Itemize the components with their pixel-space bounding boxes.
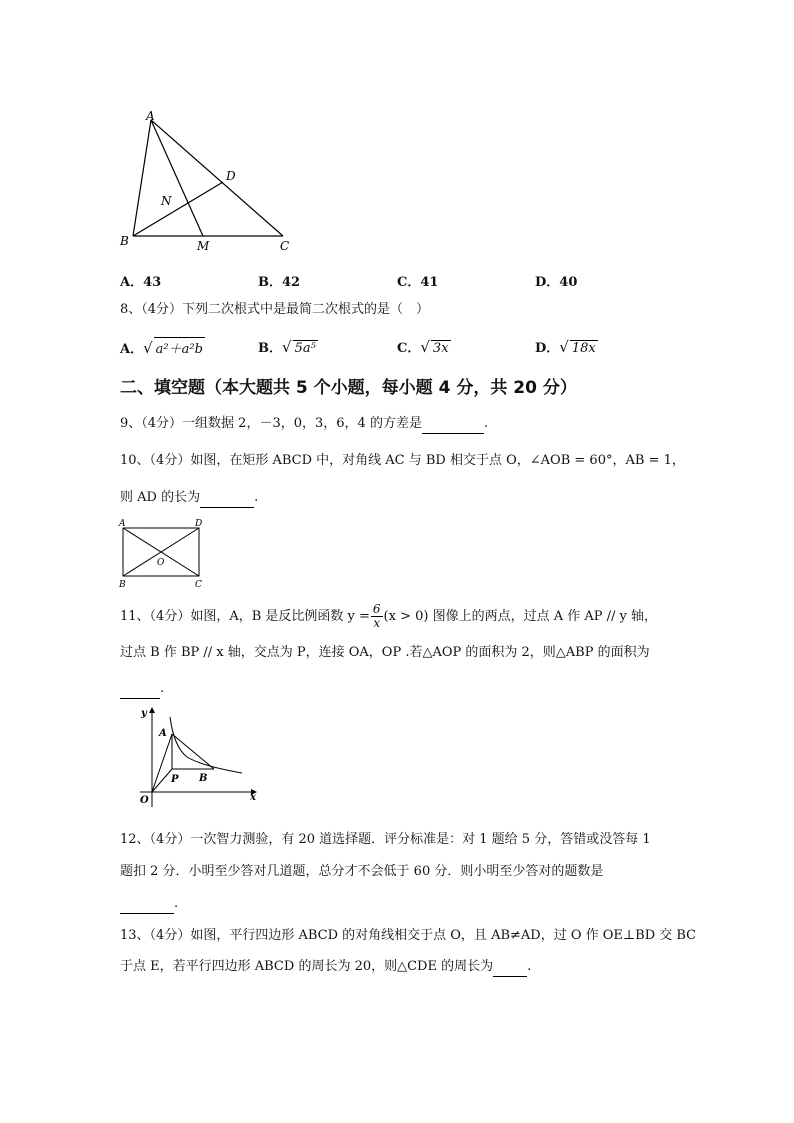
q9-prefix: 9、（4分） <box>120 416 183 431</box>
q11-fraction-denominator: x <box>373 616 381 630</box>
q9-question <box>120 414 488 434</box>
q11-line3 <box>120 679 164 699</box>
q8-option-c-radicand: 3x <box>432 341 449 356</box>
q7-label-D: D <box>226 169 236 183</box>
q11-label-O: O <box>140 795 149 806</box>
q11-answer-blank[interactable] <box>120 684 160 699</box>
q13-line2 <box>120 957 531 977</box>
q13-end: . <box>527 959 532 974</box>
q12-prefix: 12、（4分） <box>120 832 191 847</box>
q11-fraction <box>371 603 383 630</box>
q7-label-N: N <box>161 194 172 208</box>
sqrt-icon: √ <box>143 339 153 357</box>
q7-label-A: A <box>146 109 155 123</box>
q11-text-line2: 过点 B 作 BP // x 轴，交点为 P，连接 OA，OP .若△AOP 的面积为 2，则△ABP 的面积为 <box>120 645 650 660</box>
q9-text: 一组数据 2，－3，0，3，6，4 的方差是 <box>182 416 422 431</box>
q8-option-b-letter: B． <box>258 341 282 356</box>
q10-prefix: 10、（4分） <box>120 453 191 468</box>
q7-label-B: B <box>120 234 129 248</box>
q11-fraction-numerator: 6 <box>372 602 381 616</box>
q10-label-A: A <box>119 519 126 529</box>
section-heading: 二、填空题（本大题共 5 个小题，每小题 4 分，共 20 分） <box>120 378 577 398</box>
q13-prefix: 13、（4分） <box>120 928 191 943</box>
q9-end: . <box>483 416 489 431</box>
q9-answer-blank[interactable] <box>422 419 484 434</box>
q11-prefix: 11、（4分） <box>120 609 191 624</box>
q8-option-c <box>397 337 451 356</box>
q13-answer-blank[interactable] <box>493 962 527 977</box>
sqrt-icon: √ <box>282 338 292 356</box>
q7-option-d: D．40 <box>535 275 578 290</box>
q12-end: . <box>174 896 179 911</box>
q8-option-a-radicand: a²＋a²b <box>154 337 205 357</box>
q10-answer-blank[interactable] <box>200 493 254 508</box>
q10-line2 <box>120 488 258 508</box>
q8-option-d <box>535 337 598 356</box>
q11-line1 <box>120 603 657 630</box>
q8-option-c-letter: C． <box>397 341 421 356</box>
q11-end: . <box>160 681 165 696</box>
q8-option-d-radicand: 18x <box>571 341 596 356</box>
q10-text-line1: 如图，在矩形 ABCD 中，对角线 AC 与 BD 相交于点 O，∠AOB = 60°，AB = 1， <box>190 453 685 468</box>
q12-answer-blank[interactable] <box>120 899 174 914</box>
q10-label-D: D <box>195 519 203 529</box>
q12-line2 <box>120 862 603 882</box>
q10-end: . <box>254 490 259 505</box>
q8-option-a-letter: A． <box>120 342 144 357</box>
q8-option-b <box>258 337 318 356</box>
q8-question <box>120 300 429 320</box>
q10-line1 <box>120 451 685 471</box>
q7-label-C: C <box>280 239 290 253</box>
q11-text-line1a: 如图，A，B 是反比例函数 y = <box>190 609 370 624</box>
q11-text-line1b: (x > 0) 图像上的两点，过点 A 作 AP // y 轴， <box>383 609 658 624</box>
q8-option-a <box>120 337 205 357</box>
q8-text: 下列二次根式中是最简二次根式的是（ ） <box>182 302 430 317</box>
q7-label-M: M <box>197 239 210 253</box>
q8-option-d-letter: D． <box>535 341 560 356</box>
q7-option-b: B．42 <box>258 275 301 290</box>
q7-triangle-figure <box>115 108 315 258</box>
q12-text-line2: 题扣 2 分．小明至少答对几道题，总分才不会低于 60 分．则小明至少答对的题数是 <box>120 864 604 879</box>
q10-label-B: B <box>119 580 126 590</box>
q11-label-P: P <box>171 774 179 785</box>
q10-label-C: C <box>195 580 202 590</box>
q8-option-b-radicand: 5a⁵ <box>294 341 316 356</box>
q7-option-a: A．43 <box>120 275 162 290</box>
q11-label-x: x <box>250 792 256 803</box>
sqrt-icon: √ <box>559 338 569 356</box>
q8-prefix: 8、（4分） <box>120 302 183 317</box>
q12-line3 <box>120 894 178 914</box>
q11-label-B: B <box>199 773 208 784</box>
q13-line1 <box>120 926 696 946</box>
q7-option-c: C．41 <box>397 275 439 290</box>
q10-text-line2: 则 AD 的长为 <box>120 490 201 505</box>
q10-label-O: O <box>157 558 165 568</box>
q11-label-y: y <box>141 708 147 719</box>
q13-text-line2: 于点 E，若平行四边形 ABCD 的周长为 20，则△CDE 的周长为 <box>120 959 494 974</box>
q11-graph-figure <box>132 702 262 812</box>
q12-line1 <box>120 830 651 850</box>
q11-label-A: A <box>159 728 167 739</box>
q13-text-line1: 如图，平行四边形 ABCD 的对角线相交于点 O，且 AB≠AD，过 O 作 OE⊥BD 交 BC <box>190 928 697 943</box>
q11-line2 <box>120 643 650 663</box>
q12-text-line1: 一次智力测验，有 20 道选择题．评分标准是：对 1 题给 5 分，答错或没答每 1 <box>190 832 651 847</box>
q10-rectangle-figure <box>115 516 210 590</box>
sqrt-icon: √ <box>420 338 430 356</box>
